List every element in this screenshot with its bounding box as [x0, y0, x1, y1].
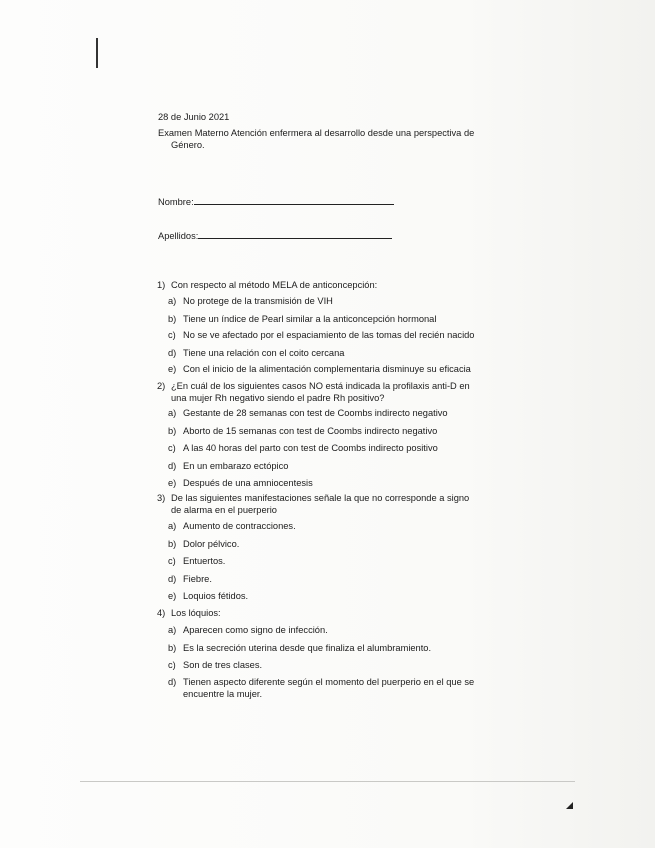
apellidos-label: Apellidos: — [158, 231, 199, 241]
corner-mark — [566, 802, 573, 809]
option-text: No protege de la transmisión de VIH — [183, 296, 333, 306]
nombre-blank-line — [194, 195, 394, 205]
exam-date: 28 de Junio 2021 — [158, 112, 230, 122]
option-letter: e) — [168, 364, 177, 374]
option-letter: e) — [168, 591, 177, 601]
page-bottom-rule — [80, 781, 575, 782]
option-text: A las 40 horas del parto con test de Coombs indirecto positivo — [183, 443, 438, 453]
option-text: Dolor pélvico. — [183, 539, 240, 549]
option-text: Aumento de contracciones. — [183, 521, 296, 531]
option-text: En un embarazo ectópico — [183, 461, 289, 471]
option-text: Aborto de 15 semanas con test de Coombs indirecto negativo — [183, 426, 438, 436]
option-text: No se ve afectado por el espaciamiento de las tomas del recién nacido — [183, 330, 475, 340]
exam-title-line-2: Género. — [171, 140, 205, 150]
option-letter: b) — [168, 539, 177, 549]
question-text: De las siguientes manifestaciones señale la que no corresponde a signo — [171, 493, 470, 503]
option-letter: d) — [168, 574, 177, 584]
option-letter: a) — [168, 408, 177, 418]
option-text: Son de tres clases. — [183, 660, 263, 670]
option-text: Aparecen como signo de infección. — [183, 625, 328, 635]
option-text: Tiene un índice de Pearl similar a la anticoncepción hormonal — [183, 314, 437, 324]
option-letter: c) — [168, 556, 176, 566]
option-text: Después de una amniocentesis — [183, 478, 313, 488]
option-text: encuentre la mujer. — [183, 688, 263, 699]
option-letter: a) — [168, 521, 177, 531]
question-number: 1) — [157, 280, 166, 290]
option-letter: d) — [168, 677, 177, 687]
option-letter: e) — [168, 478, 177, 488]
option-letter: a) — [168, 296, 177, 306]
question-number: 4) — [157, 608, 166, 618]
option-letter: c) — [168, 443, 176, 453]
option-text: Gestante de 28 semanas con test de Coombs indirecto negativo — [183, 408, 448, 418]
option-text: Con el inicio de la alimentación complementaria disminuye su eficacia — [183, 364, 471, 374]
question-number: 3) — [157, 493, 166, 503]
nombre-label: Nombre: — [158, 197, 194, 207]
option-text: Tiene una relación con el coito cercana — [183, 348, 345, 358]
question-number: 2) — [157, 381, 166, 391]
option-text: Loquios fétidos. — [183, 591, 249, 601]
question-text: ¿En cuál de los siguientes casos NO está indicada la profilaxis anti-D en — [171, 381, 470, 391]
apellidos-field — [158, 229, 392, 242]
option-letter: b) — [168, 643, 177, 653]
option-letter: c) — [168, 660, 176, 670]
option-letter: d) — [168, 348, 177, 358]
apellidos-blank-line — [198, 229, 392, 239]
option-letter: b) — [168, 426, 177, 436]
question-text: Con respecto al método MELA de anticoncepción: — [171, 280, 378, 290]
question-text: de alarma en el puerperio — [171, 504, 277, 515]
option-text: Tienen aspecto diferente según el momento del puerperio en el que se — [183, 677, 475, 687]
option-letter: c) — [168, 330, 176, 340]
question-text: una mujer Rh negativo siendo el padre Rh positivo? — [171, 392, 385, 403]
option-text: Fiebre. — [183, 574, 212, 584]
option-letter: a) — [168, 625, 177, 635]
option-letter: d) — [168, 461, 177, 471]
option-text: Es la secreción uterina desde que finaliza el alumbramiento. — [183, 643, 432, 653]
nombre-field — [158, 195, 394, 208]
question-text: Los lóquios: — [171, 608, 221, 618]
exam-title-line-1: Examen Materno Atención enfermera al desarrollo desde una perspectiva de — [158, 128, 475, 138]
option-letter: b) — [168, 314, 177, 324]
option-text: Entuertos. — [183, 556, 226, 566]
pen-mark — [96, 38, 98, 68]
